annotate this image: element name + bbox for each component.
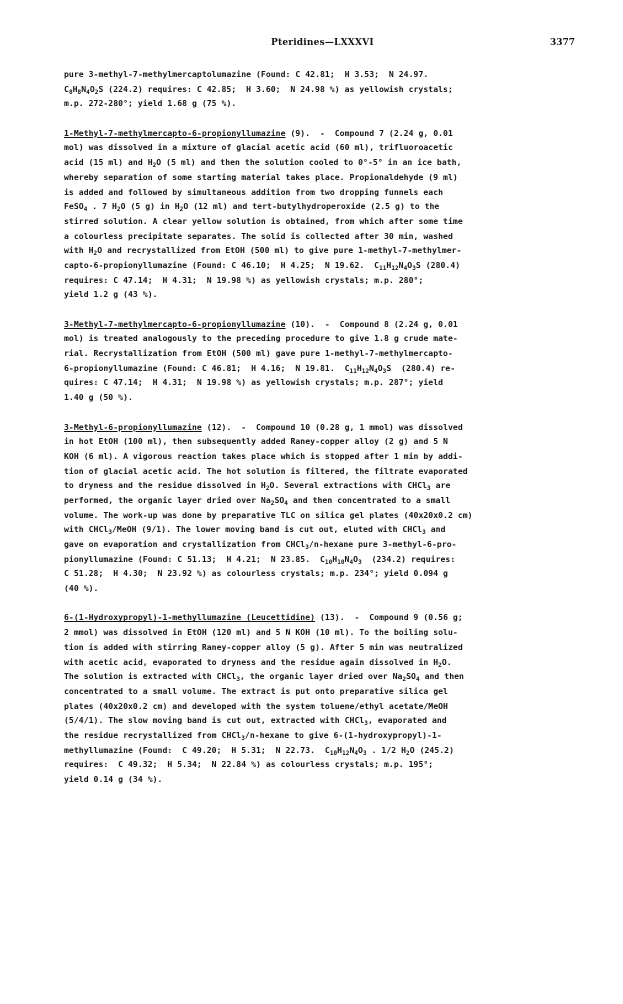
- paragraph: [64, 317, 604, 405]
- text-line: C 51.28; H 4.30; N 23.92 %) as colourless crystals; m.p. 234°; yield 0.094 g: [64, 568, 448, 579]
- text-line: $C_8H_8N_4O_2S$ (224.2) requires: C 42.85; H 3.60; N 24.98 %) as yellowish crystals;: [64, 83, 453, 96]
- compound-heading: 1-Methyl-7-methylmercapto-6-propionyllumazine: [64, 127, 286, 138]
- text-run: (13). - Compound 9 (0.56 g;: [315, 612, 463, 623]
- text-line: capto-6-propionyllumazine (Found: C 46.10; H 4.25; N 19.62. $C_{11}H_{12}N_4O_3S$ (280.4): [64, 259, 461, 272]
- text-line: concentrated to a small volume. The extract is put onto preparative silica gel: [64, 685, 448, 696]
- paragraph: [64, 126, 604, 302]
- text-line: 2 mmol) was dissolved in EtOH (120 ml) and 5 N KOH (10 ml). To the boiling solu-: [64, 627, 458, 638]
- text-line: with $H_2O$ and recrystallized from EtOH (500 ml) to give pure 1-methyl-7-methylmer-: [64, 245, 462, 258]
- text-line: requires: C 47.14; H 4.31; N 19.98 %) as yellowish crystals; m.p. 280°;: [64, 274, 424, 285]
- page-number: 3377: [549, 38, 575, 48]
- text-line: the residue recrystallized from CHCl$_3$/n-hexane to give 6-(1-hydroxypropyl)-1-: [64, 729, 442, 742]
- compound-heading: 3-Methyl-6-propionyllumazine: [64, 421, 202, 432]
- text-line: (40 %).: [64, 583, 99, 594]
- text-line: KOH (6 ml). A vigorous reaction takes place which is stopped after 1 min by addi-: [64, 450, 463, 461]
- text-line: with acetic acid, evaporated to dryness and the residue again dissolved in $H_2O$.: [64, 656, 452, 669]
- document-body: [64, 67, 604, 787]
- text-line: [64, 420, 604, 435]
- text-line: in hot EtOH (100 ml), then subsequently added Raney-copper alloy (2 g) and 5 N: [64, 436, 448, 447]
- text-line: stirred solution. A clear yellow solution is obtained, from which after some time: [64, 215, 463, 226]
- text-line: methyllumazine (Found: C 49.20; H 5.31; N 22.73. $C_{10}H_{12}N_4O_3$ . 1/2 $H_2O$ (245.2): [64, 744, 455, 757]
- paragraph: [64, 610, 604, 786]
- text-line: [64, 317, 604, 332]
- text-line: [64, 610, 604, 625]
- text-line: yield 1.2 g (43 %).: [64, 289, 158, 300]
- text-line: requires: C 49.32; H 5.34; N 22.84 %) as colourless crystals; m.p. 195°;: [64, 759, 434, 770]
- compound-heading: 6-(1-Hydroxypropyl)-1-methyllumazine (Leucettidine): [64, 612, 316, 623]
- text-line: a colourless precipitate separates. The solid is collected after 30 min, washed: [64, 230, 453, 241]
- text-line: to dryness and the residue dissolved in $H_2O$. Several extractions with CHCl$_3$ are: [64, 480, 451, 493]
- text-line: 6-propionyllumazine (Found: C 46.81; H 4.16; N 19.81. $C_{11}H_{12}N_4O_3S$ (280.4) re-: [64, 362, 456, 375]
- paragraph: [64, 420, 604, 596]
- text-line: mol) is treated analogously to the preceding procedure to give 1.8 g crude mate-: [64, 333, 458, 344]
- text-line: volume. The work-up was done by preparative TLC on silica gel plates (40x20x0.2 cm): [64, 509, 473, 520]
- text-line: m.p. 272-280°; yield 1.68 g (75 %).: [64, 98, 237, 109]
- text-line: FeSO$_4$ . 7 $H_2O$ (5 g) in $H_2O$ (12 ml) and tert-butylhydroperoxide (2.5 g) to the: [64, 201, 440, 214]
- text-run: (9). - Compound 7 (2.24 g, 0.01: [285, 127, 453, 138]
- text-line: plates (40x20x0.2 cm) and developed with the system toluene/ethyl acetate/MeOH: [64, 700, 448, 711]
- paragraph-gap: [64, 405, 604, 420]
- running-title: Pteridines—LXXXVI: [271, 38, 374, 48]
- text-line: pure 3-methyl-7-methylmercaptolumazine (Found: C 42.81; H 3.53; N 24.97.: [64, 69, 429, 79]
- text-line: performed, the organic layer dried over $Na_2SO_4$ and then concentrated to a small: [64, 494, 451, 507]
- paragraph-gap: [64, 302, 604, 317]
- page-header: [0, 38, 623, 52]
- compound-heading: 3-Methyl-7-methylmercapto-6-propionyllumazine: [64, 318, 286, 329]
- text-line: yield 0.14 g (34 %).: [64, 774, 163, 784]
- text-line: mol) was dissolved in a mixture of glacial acetic acid (60 ml), trifluoroacetic: [64, 142, 453, 153]
- text-line: 1.40 g (50 %).: [64, 392, 133, 403]
- text-line: with CHCl$_3$/MeOH (9/1). The lower moving band is cut out, eluted with CHCl$_3$ and: [64, 524, 446, 537]
- text-run: (12). - Compound 10 (0.28 g, 1 mmol) was dissolved: [201, 421, 463, 432]
- text-line: quires: C 47.14; H 4.31; N 19.98 %) as yellowish crystals; m.p. 287°; yield: [64, 377, 444, 388]
- text-line: gave on evaporation and crystallization from CHCl$_3$/n-hexane pure 3-methyl-6-pro-: [64, 539, 457, 551]
- text-line: tion of glacial acetic acid. The hot solution is filtered, the filtrate evaporated: [64, 465, 468, 476]
- paragraph-gap: [64, 596, 604, 611]
- text-line: acid (15 ml) and $H_2O$ (5 ml) and then the solution cooled to 0°-5° in an ice bath,: [64, 157, 462, 170]
- text-line: is added and followed by simultaneous addition from two dropping funnels each: [64, 186, 444, 197]
- text-line: tion is added with stirring Raney-copper alloy (5 g). After 5 min was neutralized: [64, 641, 463, 652]
- text-line: (5/4/1). The slow moving band is cut out, extracted with CHCl$_3$, evaporated and: [64, 715, 447, 728]
- paragraph-gap: [64, 111, 604, 126]
- text-line: rial. Recrystallization from EtOH (500 ml) gave pure 1-methyl-7-methylmercapto-: [64, 348, 453, 359]
- text-line: The solution is extracted with CHCl$_3$, the organic layer dried over $Na_2SO_4$ and then: [64, 671, 464, 684]
- text-line: [64, 126, 604, 141]
- text-line: pionyllumazine (Found: C 51.13; H 4.21; N 23.85. $C_{10}H_{10}N_4O_3$ (234.2) requires:: [64, 553, 456, 566]
- text-line: whereby separation of some starting material takes place. Propionaldehyde (9 ml): [64, 171, 458, 182]
- text-run: (10). - Compound 8 (2.24 g, 0.01: [285, 318, 458, 329]
- paragraph: [64, 67, 604, 111]
